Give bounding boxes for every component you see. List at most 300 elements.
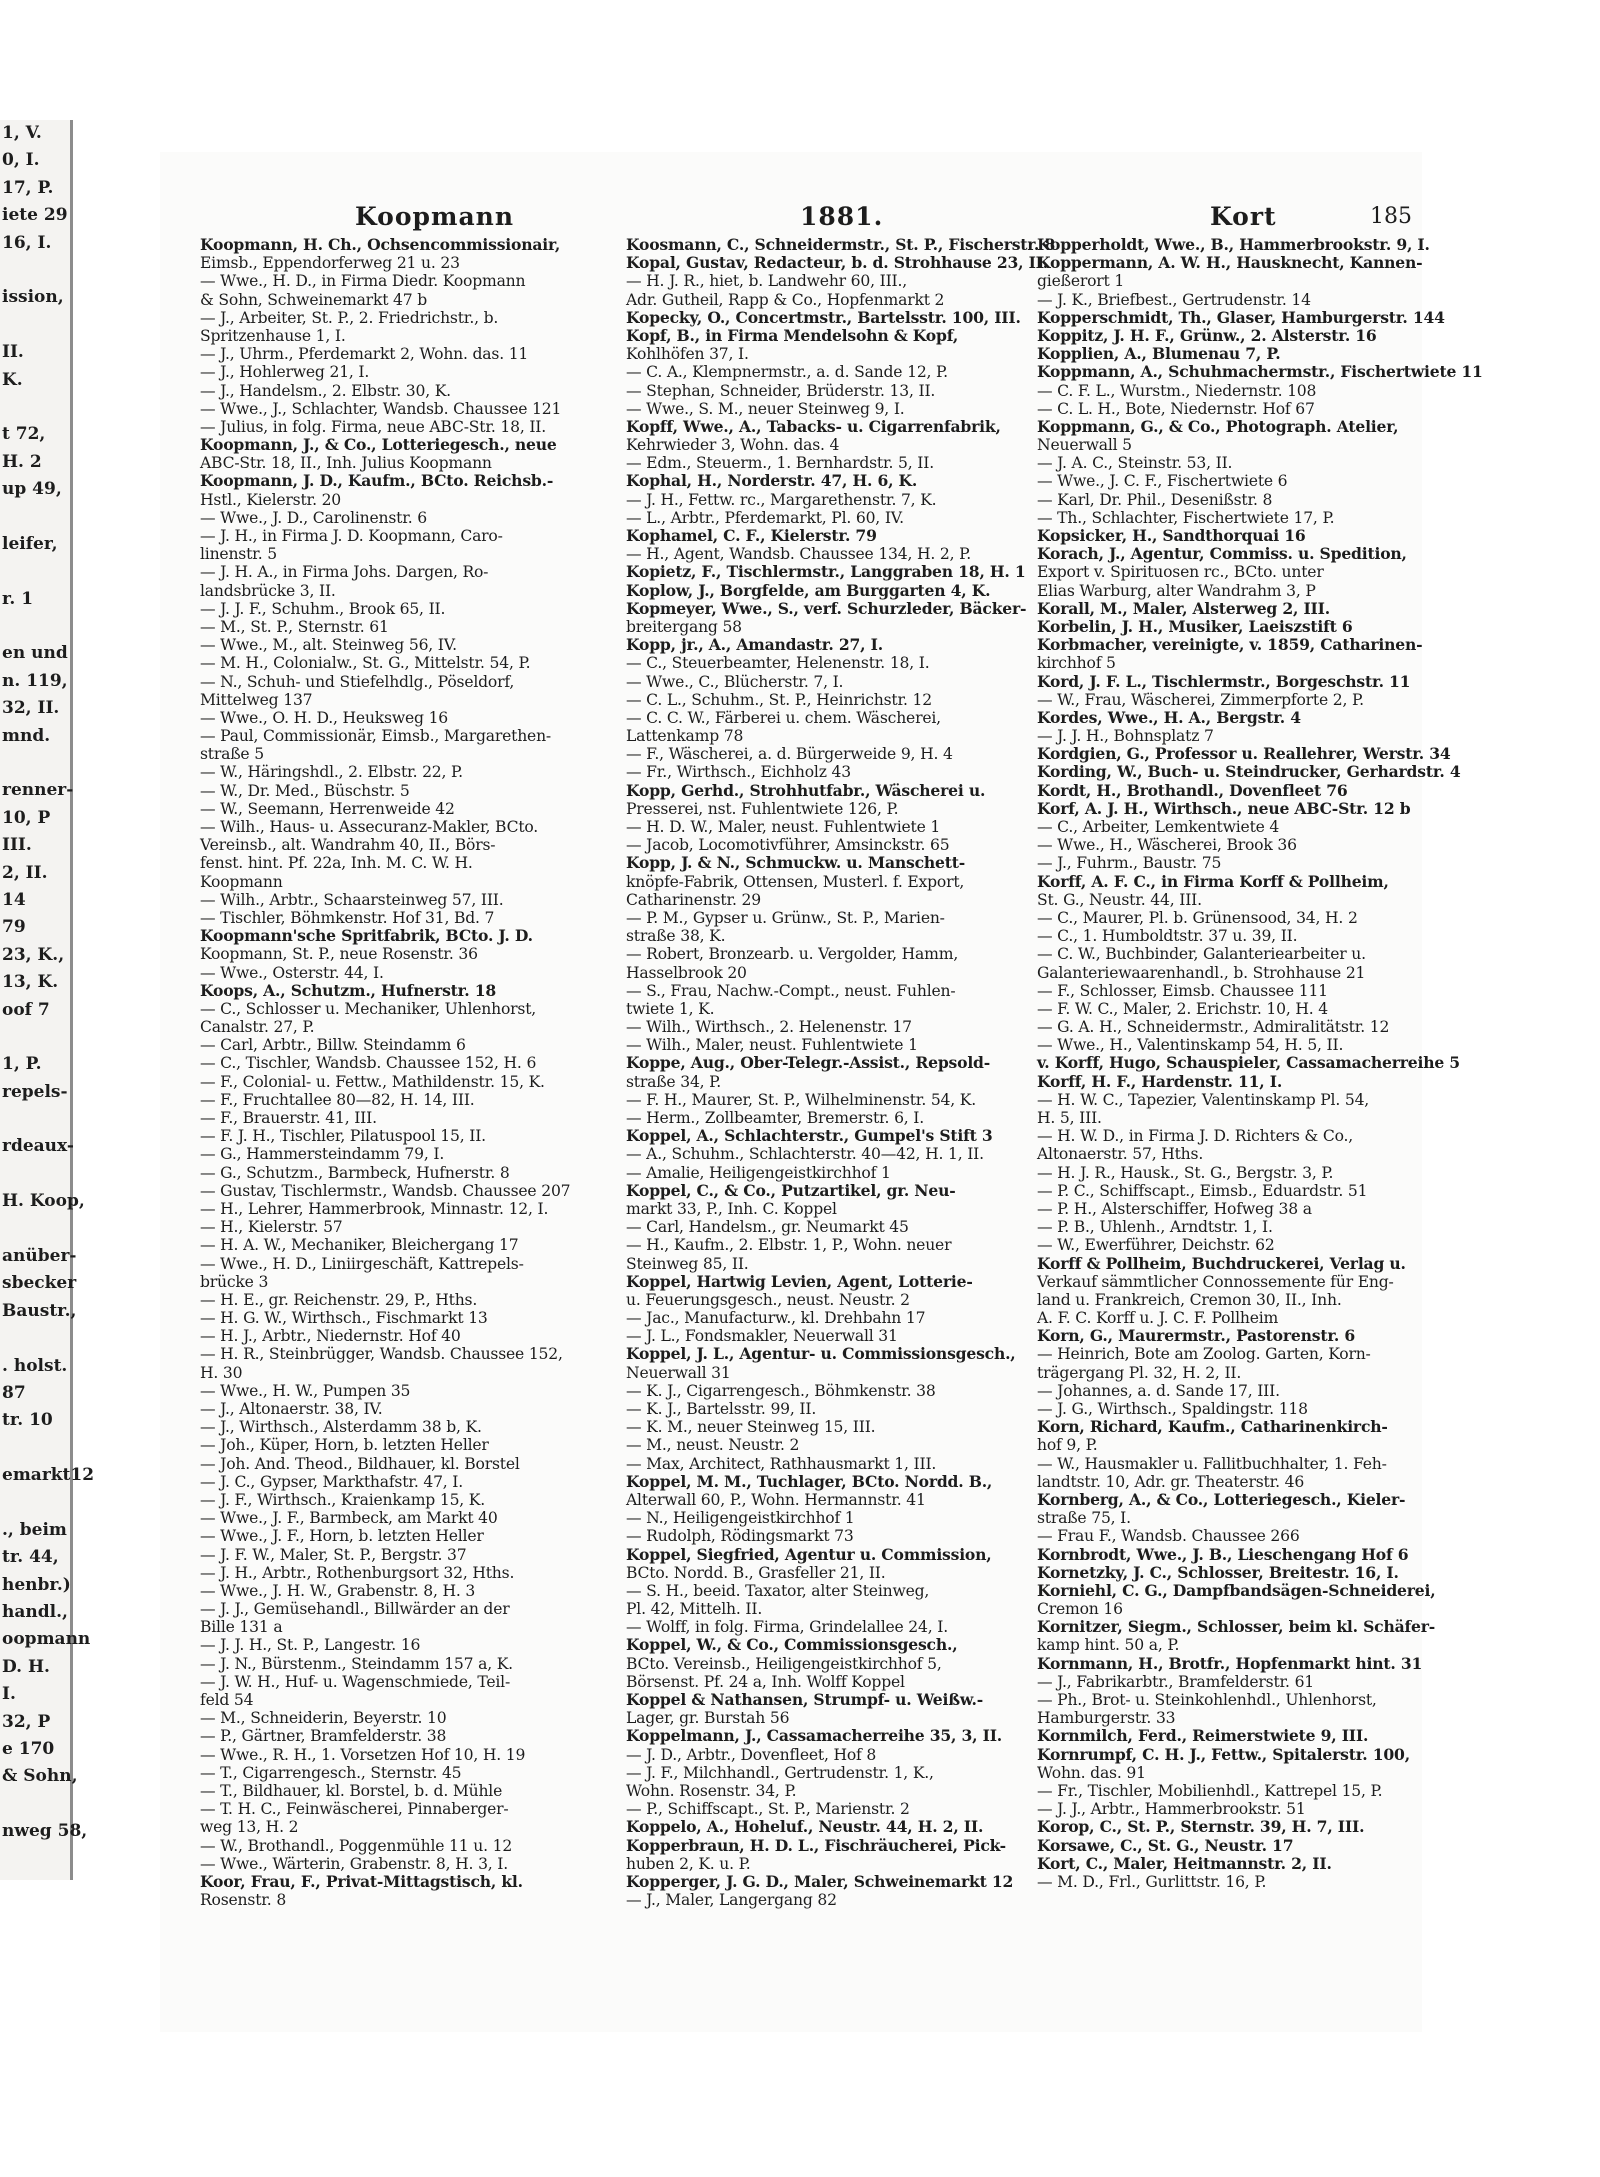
directory-entry-line: Kornetzky, J. C., Schlosser, Breitestr. 16, I.: [1037, 1562, 1399, 1582]
strip-line: repels-: [2, 1081, 68, 1102]
directory-entry-line: Koppel, A., Schlachterstr., Gumpel's Stift 3: [626, 1126, 993, 1146]
strip-line: [0, 1325, 70, 1352]
directory-entry-line: — G. A. H., Schneidermstr., Admiralitätstr. 12: [1037, 1018, 1390, 1037]
directory-entry-line: Kopperbraun, H. D. L., Fischräucherei, Pick-: [626, 1835, 1006, 1855]
directory-entry-line: u. Feuerungsgesch., neust. Neustr. 2: [626, 1290, 910, 1309]
strip-line: [0, 750, 70, 777]
directory-entry-line: Kopp, J. & N., Schmuckw. u. Manschett-: [626, 853, 966, 873]
directory-entry-line: Kornberg, A., & Co., Lotteriegesch., Kieler-: [1037, 1489, 1406, 1509]
running-head-left: Koopmann: [355, 202, 515, 231]
directory-entry-line: — Wilh., Arbtr., Schaarsteinweg 57, III.: [200, 890, 504, 909]
directory-entry-line: markt 33, P., Inh. C. Koppel: [626, 1199, 837, 1218]
directory-entry-line: Koppmann, G., & Co., Photograph. Atelier,: [1037, 416, 1399, 436]
directory-entry-line: — S., Frau, Nachw.-Compt., neust. Fuhlen-: [626, 981, 956, 1000]
strip-line: en und: [2, 643, 68, 664]
directory-entry-line: straße 75, I.: [1037, 1509, 1131, 1528]
directory-entry-line: — C. F. L., Wurstm., Niedernstr. 108: [1037, 381, 1317, 400]
strip-line: 79: [2, 917, 26, 938]
strip-line: up 49,: [2, 479, 62, 500]
directory-entry-line: Altonaerstr. 57, Hths.: [1037, 1145, 1204, 1164]
strip-line: leifer,: [2, 533, 58, 554]
directory-entry-line: kamp hint. 50 a, P.: [1037, 1636, 1180, 1655]
directory-entry-line: — Rudolph, Rödingsmarkt 73: [626, 1527, 854, 1546]
directory-entry-line: twiete 1, K.: [626, 999, 715, 1018]
directory-entry-line: — H. E., gr. Reichenstr. 29, P., Hths.: [200, 1290, 478, 1309]
directory-entry-line: Korff & Pollheim, Buchdruckerei, Verlag u.: [1037, 1253, 1406, 1273]
directory-entry-line: — Wwe., R. H., 1. Vorsetzen Hof 10, H. 19: [200, 1745, 526, 1764]
directory-entry-line: BCto. Vereinsb., Heiligengeistkirchhof 5,: [626, 1654, 942, 1673]
directory-entry-line: Korach, J., Agentur, Commiss. u. Spedition,: [1037, 544, 1407, 564]
directory-entry-line: — F. J. H., Tischler, Pilatuspool 15, II.: [200, 1127, 486, 1146]
directory-entry-line: hof 9, P.: [1037, 1436, 1098, 1455]
directory-entry-line: — C. L. H., Bote, Niedernstr. Hof 67: [1037, 399, 1315, 418]
strip-line: tr. 44,: [2, 1547, 59, 1568]
strip-line: [0, 503, 70, 530]
directory-entry-line: Kopperger, J. G. D., Maler, Schweinemarkt 12: [626, 1871, 1014, 1891]
directory-entry-line: — C. A., Klempnermstr., a. d. Sande 12, P.: [626, 363, 948, 382]
directory-entry-line: Galanteriewaarenhandl., b. Strohhause 21: [1037, 963, 1366, 982]
strip-line: K.: [2, 369, 23, 390]
directory-entry-line: Kornitzer, Siegm., Schlosser, beim kl. Schäfer-: [1037, 1617, 1436, 1637]
directory-entry-line: Koppe, Aug., Ober-Telegr.-Assist., Repsold-: [626, 1053, 991, 1073]
directory-entry-line: — J. C., Gypser, Markthafstr. 47, I.: [200, 1472, 464, 1491]
directory-entry-line: — J. J., Gemüsehandl., Billwärder an der: [200, 1600, 510, 1619]
directory-entry-line: Koor, Frau, F., Privat-Mittagstisch, kl.: [200, 1871, 523, 1891]
directory-entry-line: — C., 1. Humboldtstr. 37 u. 39, II.: [1037, 927, 1298, 946]
directory-entry-line: — F., Wäscherei, a. d. Bürgerweide 9, H. 4: [626, 745, 953, 764]
directory-entry-line: Kort, C., Maler, Heitmannstr. 2, II.: [1037, 1853, 1332, 1873]
directory-entry-line: — T., Cigarrengesch., Sternstr. 45: [200, 1763, 462, 1782]
strip-line: 2, II.: [2, 862, 48, 883]
strip-line: [0, 1106, 70, 1133]
page-year: 1881.: [800, 202, 884, 231]
directory-entry-line: Kordt, H., Brothandl., Dovenfleet 76: [1037, 780, 1348, 800]
directory-entry-line: — J. J., Arbtr., Hammerbrookstr. 51: [1037, 1800, 1306, 1819]
directory-entry-line: — Edm., Steuerm., 1. Bernhardstr. 5, II.: [626, 454, 934, 473]
directory-entry-line: — Johannes, a. d. Sande 17, III.: [1037, 1381, 1280, 1400]
strip-line: renner-: [2, 780, 74, 801]
directory-entry-line: — J. N., Bürstenm., Steindamm 157 a, K.: [200, 1654, 513, 1673]
directory-entry-line: Lattenkamp 78: [626, 727, 744, 746]
directory-entry-line: — A., Schuhm., Schlachterstr. 40—42, H. 1, II.: [626, 1145, 984, 1164]
running-head-right: Kort: [1210, 202, 1277, 231]
directory-entry-line: — P., Schiffscapt., St. P., Marienstr. 2: [626, 1800, 910, 1819]
directory-entry-line: brücke 3: [200, 1272, 269, 1291]
strip-line: r. 1: [2, 588, 34, 609]
directory-entry-line: H. 30: [200, 1363, 243, 1382]
directory-entry-line: Hasselbrook 20: [626, 963, 747, 982]
directory-entry-line: — Heinrich, Bote am Zoolog. Garten, Korn-: [1037, 1345, 1371, 1364]
column-3: [1037, 235, 1483, 1891]
directory-entry-line: Kophal, H., Norderstr. 47, H. 6, K.: [626, 471, 918, 491]
directory-entry-line: Kornmilch, Ferd., Reimerstwiete 9, III.: [1037, 1726, 1369, 1746]
strip-line: 32, P: [2, 1711, 51, 1732]
directory-entry-line: — K. M., neuer Steinweg 15, III.: [626, 1418, 876, 1437]
directory-entry-line: Koppel, Hartwig Levien, Agent, Lotterie-: [626, 1271, 973, 1291]
strip-line: nweg 58,: [2, 1821, 88, 1842]
directory-entry-line: — H. R., Steinbrügger, Wandsb. Chaussee 152,: [200, 1345, 563, 1364]
directory-entry-line: — J., Fuhrm., Baustr. 75: [1037, 854, 1222, 873]
directory-entry-line: knöpfe-Fabrik, Ottensen, Musterl. f. Export,: [626, 872, 965, 891]
directory-entry-line: Mittelweg 137: [200, 690, 313, 709]
directory-entry-line: — H. G. W., Wirthsch., Fischmarkt 13: [200, 1309, 488, 1328]
strip-line: [0, 613, 70, 640]
directory-entry-line: — Wwe., O. H. D., Heuksweg 16: [200, 708, 449, 727]
directory-entry-line: — C. W., Buchbinder, Galanteriearbeiter u.: [1037, 945, 1366, 964]
strip-line: oof 7: [2, 999, 50, 1020]
directory-entry-line: trägergang Pl. 32, H. 2, II.: [1037, 1363, 1242, 1382]
strip-line: [0, 1435, 70, 1462]
directory-entry-line: Korbmacher, vereinigte, v. 1859, Catharinen-: [1037, 635, 1423, 655]
directory-entry-line: — Wwe., J. F., Horn, b. letzten Heller: [200, 1527, 484, 1546]
strip-line: & Sohn,: [2, 1766, 78, 1787]
directory-entry-line: St. G., Neustr. 44, III.: [1037, 890, 1202, 909]
directory-entry-line: — J. K., Briefbest., Gertrudenstr. 14: [1037, 290, 1311, 309]
directory-entry-line: — Karl, Dr. Phil., Desenißstr. 8: [1037, 490, 1273, 509]
directory-entry-line: — H. W. C., Tapezier, Valentinskamp Pl. 54,: [1037, 1090, 1370, 1109]
directory-entry-line: Koopmann, St. P., neue Rosenstr. 36: [200, 945, 478, 964]
directory-entry-line: Koosmann, C., Schneidermstr., St. P., Fischerstr. 8: [626, 235, 1055, 254]
directory-entry-line: Korbelin, J. H., Musiker, Laeiszstift 6: [1037, 616, 1353, 636]
directory-entry-line: Hamburgerstr. 33: [1037, 1709, 1176, 1728]
strip-line: tr. 10: [2, 1410, 53, 1431]
directory-entry-line: Koopmann'sche Spritfabrik, BCto. J. D.: [200, 926, 533, 946]
directory-entry-line: — Julius, in folg. Firma, neue ABC-Str. 18, II.: [200, 417, 547, 436]
strip-line: [0, 558, 70, 585]
directory-entry-line: — T., Bildhauer, kl. Borstel, b. d. Mühle: [200, 1781, 503, 1800]
directory-entry-line: — C. L., Schuhm., St. P., Heinrichstr. 12: [626, 690, 932, 709]
directory-entry-line: — Gustav, Tischlermstr., Wandsb. Chaussee 207: [200, 1181, 571, 1200]
directory-entry-line: land u. Frankreich, Cremon 30, II., Inh.: [1037, 1290, 1342, 1309]
directory-entry-line: — J., Fabrikarbtr., Bramfelderstr. 61: [1037, 1672, 1315, 1691]
directory-entry-line: — H. D. W., Maler, neust. Fuhlentwiete 1: [626, 818, 941, 836]
directory-entry-line: Koops, A., Schutzm., Hufnerstr. 18: [200, 980, 496, 1000]
directory-entry-line: — T. H. C., Feinwäscherei, Pinnaberger-: [200, 1800, 509, 1819]
strip-line: III.: [2, 835, 32, 856]
strip-line: Baustr.,: [2, 1300, 77, 1321]
directory-entry-line: gießerort 1: [1037, 272, 1125, 291]
directory-entry-line: Neuerwall 5: [1037, 436, 1132, 455]
directory-entry-line: huben 2, K. u. P.: [626, 1854, 751, 1873]
directory-entry-line: — C., Steuerbeamter, Helenenstr. 18, I.: [626, 654, 930, 673]
directory-entry-line: — J. A. C., Steinstr. 53, II.: [1037, 454, 1233, 473]
directory-entry-line: feld 54: [200, 1691, 254, 1709]
directory-entry-line: — C., Tischler, Wandsb. Chaussee 152, H. 6: [200, 1054, 537, 1073]
directory-entry-line: — Tischler, Böhmkenstr. Hof 31, Bd. 7: [200, 908, 495, 927]
directory-entry-line: Börsenst. Pf. 24 a, Inh. Wolff Koppel: [626, 1672, 905, 1691]
directory-entry-line: — J. H., Fettw. rc., Margarethenstr. 7, K.: [626, 490, 937, 509]
directory-entry-line: landtstr. 10, Adr. gr. Theaterstr. 46: [1037, 1472, 1305, 1491]
directory-entry-line: — Paul, Commissionär, Eimsb., Margarethen-: [200, 727, 551, 746]
directory-entry-line: Koppitz, J. H. F., Grünw., 2. Alsterstr. 16: [1037, 325, 1377, 345]
directory-entry-line: — W., Ewerführer, Deichstr. 62: [1037, 1236, 1275, 1255]
directory-entry-line: — C., Schlosser u. Mechaniker, Uhlenhorst,: [200, 999, 537, 1018]
strip-line: iete 29: [2, 205, 68, 226]
directory-entry-line: — Carl, Handelsm., gr. Neumarkt 45: [626, 1218, 909, 1237]
strip-line: 1, P.: [2, 1054, 42, 1075]
directory-entry-line: — F., Fruchtallee 80—82, H. 14, III.: [200, 1090, 475, 1109]
directory-entry-line: — Frau F., Wandsb. Chaussee 266: [1037, 1527, 1300, 1546]
directory-entry-line: Vereinsb., alt. Wandrahm 40, II., Börs-: [200, 836, 496, 855]
directory-entry-line: — W., Brothandl., Poggenmühle 11 u. 12: [200, 1836, 513, 1855]
directory-entry-line: — H. A. W., Mechaniker, Bleichergang 17: [200, 1236, 519, 1255]
column-2: [626, 235, 1055, 1910]
directory-entry-line: Korniehl, C. G., Dampfbandsägen-Schneiderei,: [1037, 1580, 1436, 1600]
directory-entry-line: Kohlhöfen 37, I.: [626, 345, 749, 364]
directory-entry-line: Koopmann, H. Ch., Ochsencommissionair,: [200, 235, 561, 254]
directory-entry-line: Kopperschmidt, Th., Glaser, Hamburgerstr. 144: [1037, 307, 1445, 327]
directory-entry-line: — F. H., Maurer, St. P., Wilhelminenstr. 54, K.: [626, 1090, 976, 1109]
directory-entry-line: — Wwe., H., Wäscherei, Brook 36: [1037, 836, 1297, 855]
directory-entry-line: — G., Hammersteindamm 79, I.: [200, 1145, 445, 1164]
directory-entry-line: — N., Heiligengeistkirchhof 1: [626, 1509, 855, 1528]
directory-entry-line: Catharinenstr. 29: [626, 890, 761, 909]
directory-entry-line: — Stephan, Schneider, Brüderstr. 13, II.: [626, 381, 936, 400]
strip-line: 14: [2, 889, 26, 910]
directory-entry-line: ABC-Str. 18, II., Inh. Julius Koopmann: [200, 454, 492, 473]
directory-entry-line: — Amalie, Heiligengeistkirchhof 1: [626, 1163, 891, 1182]
directory-entry-line: — W., Dr. Med., Büschstr. 5: [200, 781, 410, 800]
directory-entry-line: — Wilh., Maler, neust. Fuhlentwiete 1: [626, 1036, 918, 1055]
strip-line: 17, P.: [2, 177, 54, 198]
strip-line: D. H.: [2, 1656, 50, 1677]
directory-entry-line: Rosenstr. 8: [200, 1891, 287, 1910]
directory-entry-line: Kehrwieder 3, Wohn. das. 4: [626, 436, 840, 455]
directory-entry-line: Kopplien, A., Blumenau 7, P.: [1037, 344, 1281, 364]
directory-entry-line: — J., Wirthsch., Alsterdamm 38 b, K.: [200, 1418, 482, 1437]
strip-line: II.: [2, 342, 24, 363]
directory-entry-line: Koppel, M. M., Tuchlager, BCto. Nordd. B.,: [626, 1471, 993, 1491]
directory-entry-line: Koppmann, A., Schuhmachermstr., Fischertwiete 11: [1037, 362, 1483, 382]
directory-entry-line: — Wwe., J. D., Carolinenstr. 6: [200, 508, 427, 527]
directory-page: [160, 152, 1483, 2032]
directory-entry-line: — F., Schlosser, Eimsb. Chaussee 111: [1037, 981, 1328, 1000]
directory-entry-line: Kophamel, C. F., Kielerstr. 79: [626, 526, 877, 545]
strip-line: [0, 1216, 70, 1243]
directory-entry-line: straße 38, K.: [626, 927, 726, 946]
directory-entry-line: Pl. 42, Mittelh. II.: [626, 1600, 763, 1619]
directory-entry-line: — Wwe., J. F., Barmbeck, am Markt 40: [200, 1509, 498, 1528]
directory-entry-line: Koopmann: [200, 872, 283, 891]
directory-entry-line: — Wwe., H. D., Liniirgeschäft, Kattrepels-: [200, 1254, 524, 1273]
page-number: 185: [1370, 204, 1412, 229]
directory-entry-line: Korff, A. F. C., in Firma Korff & Pollheim,: [1037, 871, 1389, 891]
strip-line: emarkt12: [2, 1465, 95, 1486]
directory-entry-line: — Carl, Arbtr., Billw. Steindamm 6: [200, 1036, 466, 1055]
directory-entry-line: — F. W. C., Maler, 2. Erichstr. 10, H. 4: [1037, 999, 1328, 1018]
strip-line: . holst.: [2, 1355, 68, 1376]
directory-entry-line: — F., Brauerstr. 41, III.: [200, 1109, 377, 1127]
directory-entry-line: — J. F., Wirthsch., Kraienkamp 15, K.: [200, 1490, 486, 1509]
directory-entry-line: Kornrumpf, C. H. J., Fettw., Spitalerstr. 100,: [1037, 1744, 1410, 1764]
directory-entry-line: — Wwe., J. H. W., Grabenstr. 8, H. 3: [200, 1581, 476, 1600]
directory-entry-line: Korop, C., St. P., Sternstr. 39, H. 7, III.: [1037, 1817, 1365, 1837]
directory-entry-line: Kordgien, G., Professor u. Reallehrer, Werstr. 34: [1037, 744, 1451, 764]
directory-entry-line: — Wwe., J., Schlachter, Wandsb. Chaussee 121: [200, 399, 562, 418]
strip-line: [0, 1791, 70, 1818]
directory-entry-line: straße 34, P.: [626, 1072, 722, 1091]
directory-entry-line: — Joh. And. Theod., Bildhauer, kl. Borstel: [200, 1454, 520, 1473]
directory-entry-line: — J. H. A., in Firma Johs. Dargen, Ro-: [200, 563, 489, 582]
directory-entry-line: — Max, Architect, Rathhausmarkt 1, III.: [626, 1454, 937, 1473]
directory-entry-line: — Fr., Wirthsch., Eichholz 43: [626, 763, 851, 782]
directory-entry-line: — J. L., Fondsmakler, Neuerwall 31: [626, 1327, 898, 1346]
directory-entry-line: Canalstr. 27, P.: [200, 1018, 315, 1037]
strip-line: sbecker: [2, 1273, 77, 1294]
adjacent-page-strip: [0, 120, 95, 1880]
strip-line: I.: [2, 1684, 16, 1705]
strip-line: 16, I.: [2, 232, 52, 253]
directory-entry-line: — H., Agent, Wandsb. Chaussee 134, H. 2, P.: [626, 545, 972, 564]
directory-entry-line: Korall, M., Maler, Alsterweg 2, III.: [1037, 598, 1330, 618]
strip-line: [0, 1161, 70, 1188]
directory-entry-line: — Jac., Manufacturw., kl. Drehbahn 17: [626, 1309, 926, 1328]
strip-line: 0, I.: [2, 150, 40, 171]
strip-line: 10, P: [2, 807, 51, 828]
directory-entry-line: — W., Frau, Wäscherei, Zimmerpforte 2, P.: [1037, 690, 1364, 709]
directory-entry-line: Koppel, C., & Co., Putzartikel, gr. Neu-: [626, 1180, 956, 1200]
strip-line: 32, II.: [2, 698, 60, 719]
strip-line: ission,: [2, 287, 64, 308]
directory-entry-line: Koppel, J. L., Agentur- u. Commissionsgesch.,: [626, 1344, 1016, 1364]
directory-entry-line: Hstl., Kielerstr. 20: [200, 490, 342, 509]
directory-entry-line: — Wilh., Wirthsch., 2. Helenenstr. 17: [626, 1018, 912, 1037]
directory-entry-line: Verkauf sämmtlicher Connossemente für Eng-: [1037, 1272, 1394, 1291]
directory-entry-line: Kopp, Gerhd., Strohhutfabr., Wäscherei u.: [626, 780, 986, 800]
directory-entry-line: Korsawe, C., St. G., Neustr. 17: [1037, 1835, 1294, 1855]
directory-entry-line: Neuerwall 31: [626, 1363, 731, 1382]
directory-entry-line: — Wwe., C., Blücherstr. 7, I.: [626, 672, 844, 691]
directory-entry-line: — J., Arbeiter, St. P., 2. Friedrichstr., b.: [200, 308, 499, 327]
directory-entry-line: Kopff, Wwe., A., Tabacks- u. Cigarrenfabrik,: [626, 416, 1001, 436]
strip-line: handl.,: [2, 1602, 68, 1623]
directory-entry-line: Korff, H. F., Hardenstr. 11, I.: [1037, 1071, 1283, 1091]
directory-entry-line: — H., Kaufm., 2. Elbstr. 1, P., Wohn. neuer: [626, 1236, 952, 1255]
directory-entry-line: — N., Schuh- und Stiefelhdlg., Pöseldorf,: [200, 672, 515, 691]
strip-line: mnd.: [2, 725, 51, 746]
directory-entry-line: — K. J., Cigarrengesch., Böhmkenstr. 38: [626, 1381, 936, 1400]
directory-entry-line: Koppermann, A. W. H., Hausknecht, Kannen-: [1037, 253, 1423, 273]
directory-entry-line: Kordes, Wwe., H. A., Bergstr. 4: [1037, 707, 1301, 727]
directory-entry-line: — Th., Schlachter, Fischertwiete 17, P.: [1037, 508, 1335, 527]
directory-entry-line: Spritzenhause 1, I.: [200, 326, 346, 345]
directory-entry-line: — Ph., Brot- u. Steinkohlenhdl., Uhlenhorst,: [1037, 1691, 1377, 1709]
directory-entry-line: fenst. hint. Pf. 22a, Inh. M. C. W. H.: [200, 854, 473, 873]
directory-entry-line: — Wwe., J. C. F., Fischertwiete 6: [1037, 472, 1288, 491]
directory-entry-line: — W., Hausmakler u. Fallitbuchhalter, 1. Feh-: [1037, 1454, 1387, 1473]
directory-entry-line: Lager, gr. Burstah 56: [626, 1709, 790, 1728]
directory-entry-line: — C., Maurer, Pl. b. Grünensood, 34, H. 2: [1037, 908, 1358, 927]
strip-line: H. Koop,: [2, 1191, 85, 1212]
directory-entry-line: — Fr., Tischler, Mobilienhdl., Kattrepel 15, P.: [1037, 1781, 1383, 1800]
directory-entry-line: — Wwe., S. M., neuer Steinweg 9, I.: [626, 399, 905, 418]
directory-entry-line: — J., Altonaerstr. 38, IV.: [200, 1400, 383, 1418]
directory-entry-line: Korn, G., Maurermstr., Pastorenstr. 6: [1037, 1326, 1356, 1346]
directory-entry-line: — P. C., Schiffscapt., Eimsb., Eduardstr. 51: [1037, 1181, 1368, 1200]
directory-entry-line: Kopmeyer, Wwe., S., verf. Schurzleder, Bäcker-: [626, 598, 1027, 618]
directory-entry-line: — K. J., Bartelsstr. 99, II.: [626, 1400, 817, 1418]
directory-entry-line: — C., Arbeiter, Lemkentwiete 4: [1037, 818, 1280, 836]
directory-entry-line: Kopf, B., in Firma Mendelsohn & Kopf,: [626, 325, 959, 345]
directory-entry-line: — H. J. R., hiet, b. Landwehr 60, III.,: [626, 272, 908, 291]
strip-line: n. 119,: [2, 670, 68, 691]
directory-entry-line: Elias Warburg, alter Wandrahm 3, P: [1037, 581, 1316, 600]
directory-entry-line: Cremon 16: [1037, 1600, 1123, 1619]
strip-line: [0, 394, 70, 421]
directory-entry-line: — J. F., Milchhandl., Gertrudenstr. 1, K.,: [626, 1763, 934, 1782]
directory-entry-line: A. F. C. Korff u. J. C. F. Pollheim: [1037, 1309, 1279, 1328]
strip-line: ., beim: [2, 1519, 67, 1540]
directory-entry-line: — W., Seemann, Herrenweide 42: [200, 799, 455, 818]
directory-entry-line: Kornmann, H., Brotfr., Hopfenmarkt hint. 31: [1037, 1653, 1423, 1673]
directory-entry-line: — J., Uhrm., Pferdemarkt 2, Wohn. das. 11: [200, 345, 529, 364]
directory-entry-line: Bille 131 a: [200, 1618, 283, 1637]
directory-entry-line: Kopsicker, H., Sandthorquai 16: [1037, 526, 1306, 545]
directory-entry-line: weg 13, H. 2: [200, 1818, 299, 1837]
directory-entry-line: — Wilh., Haus- u. Assecuranz-Makler, BCto.: [200, 818, 539, 836]
directory-entry-line: — J. F. W., Maler, St. P., Bergstr. 37: [200, 1545, 467, 1564]
directory-entry-line: — Wwe., H. W., Pumpen 35: [200, 1381, 411, 1400]
directory-entry-line: Eimsb., Eppendorferweg 21 u. 23: [200, 254, 460, 273]
directory-entry-line: — H., Lehrer, Hammerbrook, Minnastr. 12, I.: [200, 1199, 549, 1218]
directory-entry-line: & Sohn, Schweinemarkt 47 b: [200, 290, 427, 309]
directory-entry-line: — H., Kielerstr. 57: [200, 1218, 343, 1237]
directory-entry-line: — J. H., in Firma J. D. Koopmann, Caro-: [200, 527, 503, 545]
directory-entry-line: landsbrücke 3, II.: [200, 581, 336, 600]
directory-entry-line: — Wwe., M., alt. Steinweg 56, IV.: [200, 636, 457, 655]
directory-entry-line: — Wolff, in folg. Firma, Grindelallee 24, I.: [626, 1618, 948, 1637]
directory-entry-line: — J., Handelsm., 2. Elbstr. 30, K.: [200, 381, 451, 400]
strip-line: rdeaux-: [2, 1136, 74, 1157]
directory-entry-line: Koppelo, A., Hoheluf., Neustr. 44, H. 2, II.: [626, 1817, 984, 1837]
directory-entry-line: — M., neust. Neustr. 2: [626, 1436, 800, 1455]
directory-entry-line: BCto. Nordd. B., Grasfeller 21, II.: [626, 1563, 886, 1582]
strip-line: t 72,: [2, 424, 46, 445]
directory-entry-line: Alterwall 60, P., Wohn. Hermannstr. 41: [626, 1490, 926, 1509]
directory-entry-line: — H. J., Arbtr., Niedernstr. Hof 40: [200, 1327, 461, 1346]
directory-entry-line: Koppelmann, J., Cassamacherreihe 35, 3, II.: [626, 1726, 1003, 1746]
strip-line: [0, 257, 70, 284]
directory-entry-line: Kord, J. F. L., Tischlermstr., Borgeschstr. 11: [1037, 671, 1411, 691]
directory-entry-line: — S. H., beeid. Taxator, alter Steinweg,: [626, 1581, 930, 1600]
directory-entry-line: — P. M., Gypser u. Grünw., St. P., Marien-: [626, 908, 945, 927]
directory-entry-line: H. 5, III.: [1037, 1109, 1102, 1127]
directory-entry-line: — H. J. R., Hausk., St. G., Bergstr. 3, P.: [1037, 1163, 1334, 1182]
directory-entry-line: — J. G., Wirthsch., Spaldingstr. 118: [1037, 1400, 1308, 1418]
directory-entry-line: — P. B., Uhlenh., Arndtstr. 1, I.: [1037, 1218, 1273, 1237]
directory-entry-line: — J., Maler, Langergang 82: [626, 1891, 837, 1910]
directory-entry-line: Wohn. das. 91: [1037, 1763, 1146, 1782]
strip-line: 1, V.: [2, 123, 42, 143]
strip-line: henbr.): [2, 1574, 71, 1595]
directory-entry-line: — J. H., Arbtr., Rothenburgsort 32, Hths.: [200, 1563, 515, 1582]
directory-entry-line: — Wwe., H., Valentinskamp 54, H. 5, II.: [1037, 1036, 1344, 1055]
directory-entry-line: Koppel, Siegfried, Agentur u. Commission,: [626, 1544, 992, 1564]
strip-line: [0, 1490, 70, 1517]
directory-entry-line: — H. W. D., in Firma J. D. Richters & Co.,: [1037, 1127, 1354, 1146]
directory-entry-line: straße 5: [200, 745, 264, 764]
directory-entry-line: Steinweg 85, II.: [626, 1254, 749, 1273]
directory-entry-line: Koppel & Nathansen, Strumpf- u. Weißw.-: [626, 1690, 983, 1709]
strip-line: [0, 1024, 70, 1051]
directory-entry-line: — J. W. H., Huf- u. Wagenschmiede, Teil-: [200, 1672, 511, 1691]
directory-entry-line: Export v. Spirituosen rc., BCto. unter: [1037, 563, 1324, 582]
directory-entry-line: — Wwe., Osterstr. 44, I.: [200, 963, 384, 982]
column-1: [200, 236, 620, 1909]
directory-entry-line: — Joh., Küper, Horn, b. letzten Heller: [200, 1436, 489, 1455]
strip-line: H. 2: [2, 451, 42, 472]
directory-entry-line: — J. J. H., Bohnsplatz 7: [1037, 727, 1214, 746]
